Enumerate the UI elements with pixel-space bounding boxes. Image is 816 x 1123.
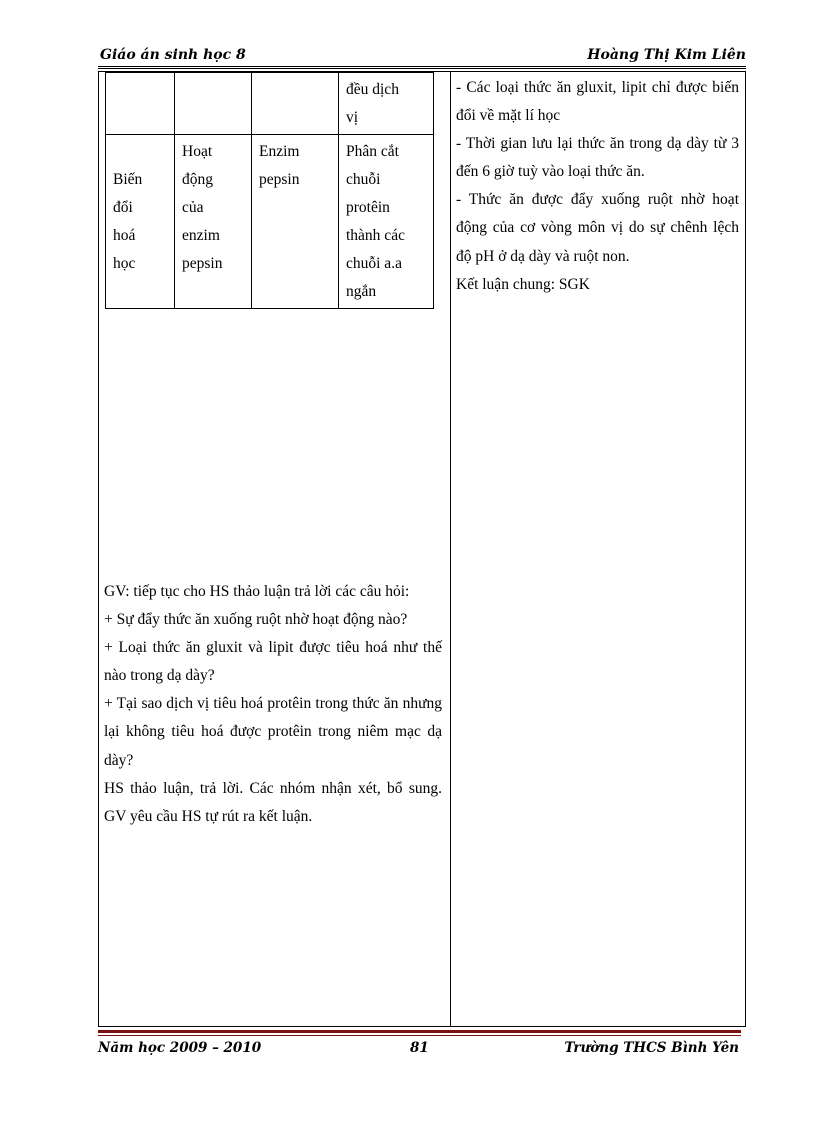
conclusion-paragraph: - Các loại thức ăn gluxit, lipit chỉ được biến đổi về mặt lí học xyxy=(456,79,739,125)
table-cell xyxy=(252,135,339,309)
table-cell xyxy=(339,73,434,135)
cell-line: Phân cắt xyxy=(346,143,399,160)
cell-line: Hoạt xyxy=(182,143,213,160)
cell-line: Enzim xyxy=(259,143,300,160)
cell-line: pepsin xyxy=(182,255,223,272)
activity-paragraph: + Sự đẩy thức ăn xuống ruột nhờ hoạt động nào? xyxy=(104,611,408,629)
table-row xyxy=(106,73,434,135)
column-divider xyxy=(450,72,451,1026)
table-cell xyxy=(175,73,252,135)
cell-line: thành các xyxy=(346,227,405,244)
cell-line: chuỗi a.a xyxy=(346,255,402,272)
footer-divider-thin xyxy=(98,1035,741,1036)
conclusion-paragraph: Kết luận chung: SGK xyxy=(456,275,590,293)
conclusion-paragraph: - Thời gian lưu lại thức ăn trong dạ dày từ 3 đến 6 giờ tuỳ vào loại thức ăn. xyxy=(456,135,739,181)
header-subject: Giáo án sinh học 8 xyxy=(100,47,246,63)
activity-paragraph: + Tại sao dịch vị tiêu hoá protêin trong thức ăn nhưng lại không tiêu hoá được protêin trong niêm mạc dạ dày? xyxy=(104,695,442,769)
page-number: 81 xyxy=(410,1040,429,1056)
activity-paragraph: GV: tiếp tục cho HS thảo luận trả lời các câu hỏi: xyxy=(104,583,410,600)
activity-paragraph: + Loại thức ăn gluxit và lipit được tiêu hoá như thế nào trong dạ dày? xyxy=(104,639,442,685)
digestion-table xyxy=(105,72,434,309)
footer-school-year: Năm học 2009 – 2010 xyxy=(98,1040,262,1056)
cell-line: của xyxy=(182,199,204,216)
cell-line: học xyxy=(113,255,136,272)
conclusion-column xyxy=(456,74,739,299)
footer-divider xyxy=(98,1030,741,1033)
cell-line: Biến xyxy=(113,171,143,188)
page-header xyxy=(98,44,746,66)
header-divider xyxy=(98,66,746,69)
conclusion-paragraph: - Thức ăn được đẩy xuống ruột nhờ hoạt động của cơ vòng môn vị do sự chênh lệch độ pH ở dạ dày và ruột non. xyxy=(456,191,739,265)
cell-line: vị xyxy=(346,109,359,126)
cell-line: chuỗi xyxy=(346,171,381,188)
table-cell xyxy=(175,135,252,309)
footer-school-name: Trường THCS Bình Yên xyxy=(564,1040,739,1056)
cell-line: pepsin xyxy=(259,171,300,188)
cell-line: protêin xyxy=(346,199,390,216)
table-cell xyxy=(106,135,175,309)
activity-paragraph: HS thảo luận, trả lời. Các nhóm nhận xét, bổ sung. GV yêu cầu HS tự rút ra kết luận. xyxy=(104,779,442,825)
cell-line: đều dịch xyxy=(346,81,399,98)
table-cell xyxy=(339,135,434,309)
cell-line: động xyxy=(182,171,213,188)
cell-line: đổi xyxy=(113,199,133,216)
table-cell xyxy=(252,73,339,135)
table-row xyxy=(106,135,434,309)
table-cell xyxy=(106,73,175,135)
header-author: Hoàng Thị Kim Liên xyxy=(587,47,746,63)
activity-column xyxy=(104,578,442,831)
page-footer xyxy=(98,1040,741,1060)
cell-line: ngắn xyxy=(346,283,377,300)
cell-line: enzim xyxy=(182,227,220,244)
cell-line xyxy=(113,138,168,166)
cell-line: hoá xyxy=(113,227,136,244)
